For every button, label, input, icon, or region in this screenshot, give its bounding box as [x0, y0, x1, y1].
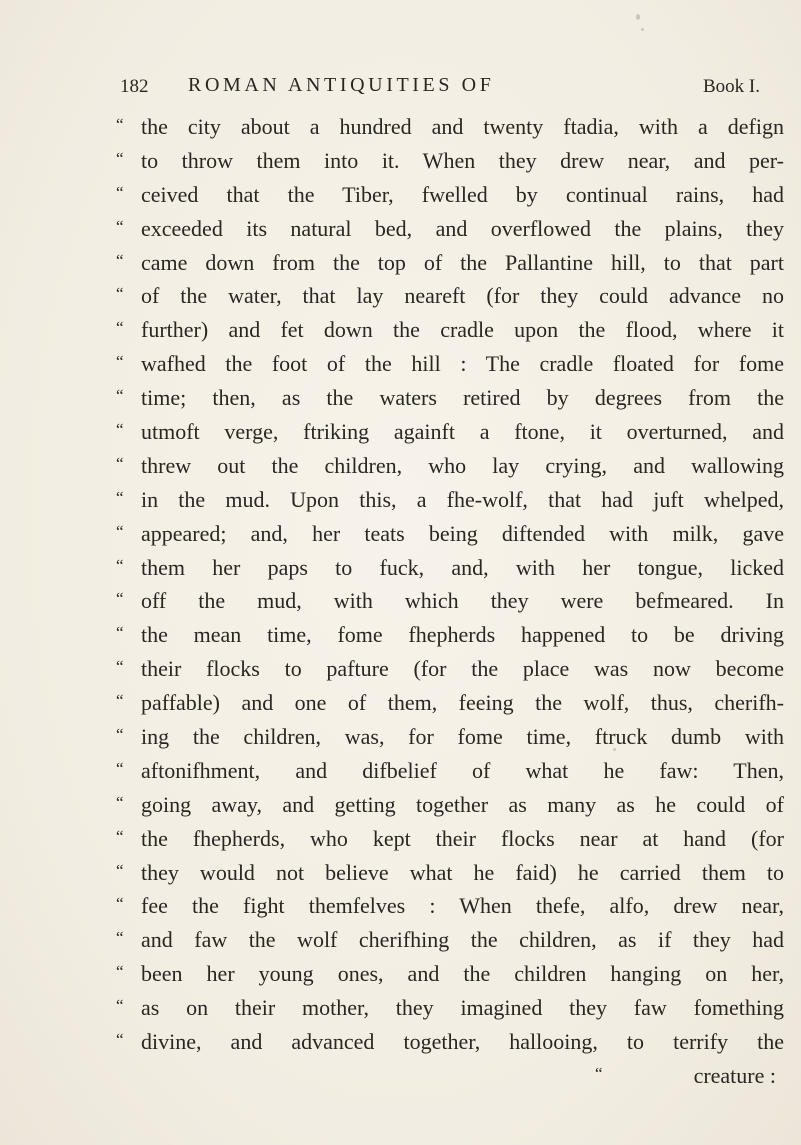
quote-mark: “: [116, 487, 124, 507]
running-header: [120, 70, 760, 102]
line-text: of the water, that lay neareft (for they could advance no: [141, 283, 784, 309]
text-line: [116, 110, 784, 144]
text-line: [116, 449, 784, 483]
text-line: [116, 856, 784, 890]
line-text: they would not believe what he faid) he carried them to: [141, 859, 784, 885]
body-text: [116, 110, 784, 1093]
line-text: paffable) and one of them, feeing the wolf, thus, cherifh-: [141, 690, 784, 716]
quote-mark: “: [116, 623, 124, 643]
running-title: ROMAN ANTIQUITIES OF: [188, 74, 495, 96]
line-text: in the mud. Upon this, a fhe-wolf, that had juft whelped,: [141, 486, 784, 512]
text-line: [116, 720, 784, 754]
quote-mark: “: [116, 386, 124, 406]
line-text: going away, and getting together as many as he could of: [141, 791, 784, 817]
text-line: [116, 991, 784, 1025]
line-text: exceeded its natural bed, and overflowed the plains, they: [141, 215, 784, 241]
quote-mark: “: [116, 148, 124, 168]
line-text: fee the fight themfelves : When thefe, alfo, drew near,: [141, 893, 784, 919]
quote-mark: “: [116, 555, 124, 575]
line-text: and faw the wolf cherifhing the children, as if they had: [141, 927, 784, 953]
line-text: been her young ones, and the children hanging on her,: [141, 961, 784, 987]
quote-mark: “: [116, 284, 124, 304]
line-text: as on their mother, they imagined they faw fomething: [141, 995, 784, 1021]
line-text: further) and fet down the cradle upon the flood, where it: [141, 317, 784, 343]
paper-speck: [613, 748, 616, 751]
text-line: [116, 788, 784, 822]
line-text: time; then, as the waters retired by degrees from the: [141, 385, 784, 411]
quote-mark: “: [116, 792, 124, 812]
line-text: threw out the children, who lay crying, and wallowing: [141, 452, 784, 478]
quote-mark: “: [116, 589, 124, 609]
line-text: appeared; and, her teats being diftended with milk, gave: [141, 520, 784, 546]
quote-mark: “: [116, 352, 124, 372]
quote-mark: “: [116, 826, 124, 846]
quote-mark: “: [116, 962, 124, 982]
line-text: ceived that the Tiber, fwelled by continual rains, had: [141, 181, 784, 207]
line-text: off the mud, with which they were befmeared. In: [141, 588, 784, 614]
book-reference: Book I.: [703, 76, 760, 97]
catchword-line: [116, 1059, 784, 1093]
text-line: [116, 822, 784, 856]
text-line: [116, 144, 784, 178]
quote-mark: “: [116, 318, 124, 338]
text-line: [116, 923, 784, 957]
catchword: creature :: [693, 1062, 776, 1088]
quote-mark: “: [116, 216, 124, 236]
paper-speck: [641, 28, 644, 31]
text-line: [116, 584, 784, 618]
text-line: [116, 279, 784, 313]
text-line: [116, 618, 784, 652]
quote-mark: “: [116, 860, 124, 880]
text-line: [116, 551, 784, 585]
line-text: their flocks to pafture (for the place was now become: [141, 656, 784, 682]
text-line: [116, 313, 784, 347]
line-text: ing the children, was, for fome time, ftruck dumb with: [141, 724, 784, 750]
text-line: [116, 889, 784, 923]
line-text: the mean time, fome fhepherds happened to be driving: [141, 622, 784, 648]
text-line: [116, 957, 784, 991]
line-text: utmoft verge, ftriking againft a ftone, it overturned, and: [141, 419, 784, 445]
text-line: [116, 1025, 784, 1059]
quote-mark: “: [116, 928, 124, 948]
line-text: wafhed the foot of the hill : The cradle floated for fome: [141, 351, 784, 377]
line-text: divine, and advanced together, hallooing, to terrify the: [141, 1029, 784, 1055]
text-line: [116, 415, 784, 449]
page-number: 182: [120, 76, 149, 97]
line-text: the fhepherds, who kept their flocks near at hand (for: [141, 825, 784, 851]
text-line: [116, 212, 784, 246]
paper-speck: [636, 14, 640, 20]
line-text: the city about a hundred and twenty ftadia, with a defign: [141, 114, 784, 139]
quote-mark: “: [116, 453, 124, 473]
quote-mark: “: [116, 250, 124, 270]
text-line: [116, 686, 784, 720]
quote-mark: “: [116, 1030, 124, 1050]
text-line: [116, 483, 784, 517]
line-text: aftonifhment, and difbelief of what he faw: Then,: [141, 757, 784, 783]
text-line: [116, 517, 784, 551]
quote-mark: “: [116, 996, 124, 1016]
line-text: to throw them into it. When they drew near, and per-: [141, 147, 784, 173]
line-text: came down from the top of the Pallantine hill, to that part: [141, 249, 784, 275]
quote-mark: “: [116, 115, 124, 134]
text-line: [116, 178, 784, 212]
text-line: [116, 652, 784, 686]
quote-mark: “: [116, 894, 124, 914]
quote-mark: “: [116, 420, 124, 440]
quote-mark: “: [116, 521, 124, 541]
quote-mark: “: [116, 691, 124, 711]
text-line: [116, 347, 784, 381]
text-line: [116, 754, 784, 788]
quote-mark: “: [116, 758, 124, 778]
text-line: [116, 246, 784, 280]
quote-mark: “: [116, 182, 124, 202]
quote-mark: “: [116, 725, 124, 745]
quote-mark: “: [116, 657, 124, 677]
line-text: them her paps to fuck, and, with her tongue, licked: [141, 554, 784, 580]
quote-mark: “: [595, 1063, 603, 1083]
text-line: [116, 381, 784, 415]
